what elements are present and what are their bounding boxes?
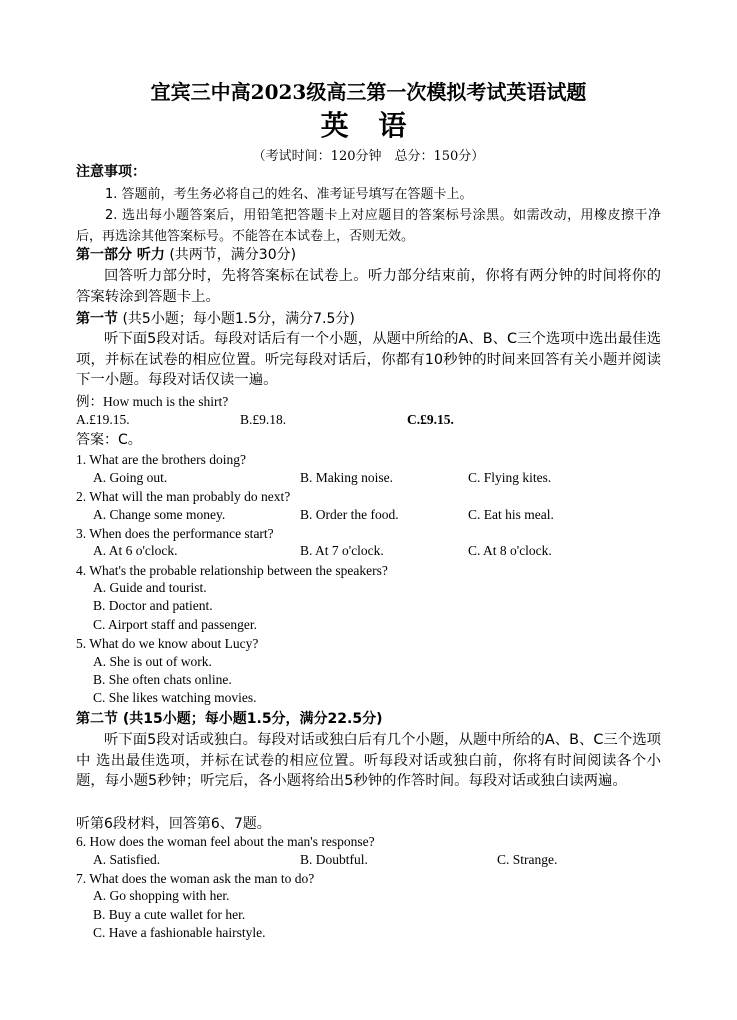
part1-instruction: 回答听力部分时，先将答案标在试卷上。听力部分结束前，你将有两分钟的时间将你的 答案转涂到答题卡上。 — [76, 268, 661, 305]
question-6: 6. How does the woman feel about the man's response? — [76, 834, 375, 849]
example-option-b: B.£9.18. — [240, 412, 287, 427]
question-3-option-a: A. At 6 o'clock. — [93, 543, 178, 558]
question-4-option-b: B. Doctor and patient. — [93, 598, 213, 613]
example-option-c: C.£9.15. — [407, 412, 454, 427]
part1-heading — [76, 246, 296, 264]
section1-instruction: 听下面5段对话。每段对话后有一个小题，从题中所给的A、B、C三个选项中选出最佳选项，并标在试卷的相应位置。听完每段对话后，你都有10秒钟的时间来回答有关小题并阅读 下一小题。每段对话仅读一遍。 — [76, 331, 661, 388]
question-1-option-a: A. Going out. — [93, 470, 168, 485]
subject-title: 英 语 — [320, 109, 417, 142]
question-6-option-c: C. Strange. — [497, 852, 558, 867]
question-6-option-b: B. Doubtful. — [300, 852, 368, 867]
question-1-option-c: C. Flying kites. — [468, 470, 552, 485]
question-2-option-b: B. Order the food. — [300, 507, 399, 522]
question-3-option-c: C. At 8 o'clock. — [468, 543, 552, 558]
question-3: 3. When does the performance start? — [76, 526, 274, 541]
example-prompt: 例：How much is the shirt? — [76, 394, 229, 409]
question-5: 5. What do we know about Lucy? — [76, 636, 259, 651]
part1-heading-rest: (共两节，满分30分) — [164, 247, 297, 263]
example-answer: 答案：C。 — [76, 432, 142, 448]
note-item-1: 1. 答题前，考生务必将自己的姓名、准考证号填写在答题卡上。 — [105, 187, 473, 202]
question-5-option-a: A. She is out of work. — [93, 654, 212, 669]
question-7-option-b: B. Buy a cute wallet for her. — [93, 907, 246, 922]
notes-heading: 注意事项： — [76, 164, 146, 180]
question-1-option-b: B. Making noise. — [300, 470, 393, 485]
section2-heading: 第二节 (共15小题；每小题1.5分，满分22.5分) — [76, 711, 383, 727]
exam-info: （考试时间：120分钟 总分：150分） — [252, 149, 485, 164]
question-2-option-a: A. Change some money. — [93, 507, 226, 522]
question-5-option-b: B. She often chats online. — [93, 672, 232, 687]
exam-title: 宜宾三中高2023级高三第一次模拟考试英语试题 — [150, 80, 587, 104]
question-2: 2. What will the man probably do next? — [76, 489, 291, 504]
section1-heading — [76, 310, 355, 328]
section1-heading-bold: 第一节 — [76, 311, 118, 327]
question-6-option-a: A. Satisfied. — [93, 852, 161, 867]
question-4-option-a: A. Guide and tourist. — [93, 580, 207, 595]
question-7-option-a: A. Go shopping with her. — [93, 888, 230, 903]
example-option-a: A.£19.15. — [76, 412, 130, 427]
question-5-option-c: C. She likes watching movies. — [93, 690, 257, 705]
question-3-option-b: B. At 7 o'clock. — [300, 543, 384, 558]
question-7: 7. What does the woman ask the man to do? — [76, 871, 315, 886]
section1-heading-rest: (共5小题；每小题1.5分，满分7.5分) — [118, 311, 355, 327]
question-7-option-c: C. Have a fashionable hairstyle. — [93, 925, 266, 940]
section2-instruction: 听下面5段对话或独白。每段对话或独白后有几个小题，从题中所给的A、B、C三个选项中 选出最佳选项，并标在试卷的相应位置。听每段对话或独白前，你将有时间阅读各个小题，每小题5秒钟；听完后，各小题将给出5秒钟的作答时间。每段对话或独白读两遍。 — [76, 732, 661, 789]
note-item-2: 2. 选出每小题答案后，用铅笔把答题卡上对应题目的答案标号涂黑。如需改动，用橡皮擦干净后，再选涂其他答案标号。不能答在本试卷上，否则无效。 — [76, 208, 661, 244]
part1-heading-bold: 第一部分 听力 — [76, 247, 165, 263]
question-4-option-c: C. Airport staff and passenger. — [93, 617, 257, 632]
material-6-heading: 听第6段材料，回答第6、7题。 — [76, 816, 271, 832]
question-4: 4. What's the probable relationship between the speakers? — [76, 563, 388, 578]
question-2-option-c: C. Eat his meal. — [468, 507, 554, 522]
question-1: 1. What are the brothers doing? — [76, 452, 246, 467]
